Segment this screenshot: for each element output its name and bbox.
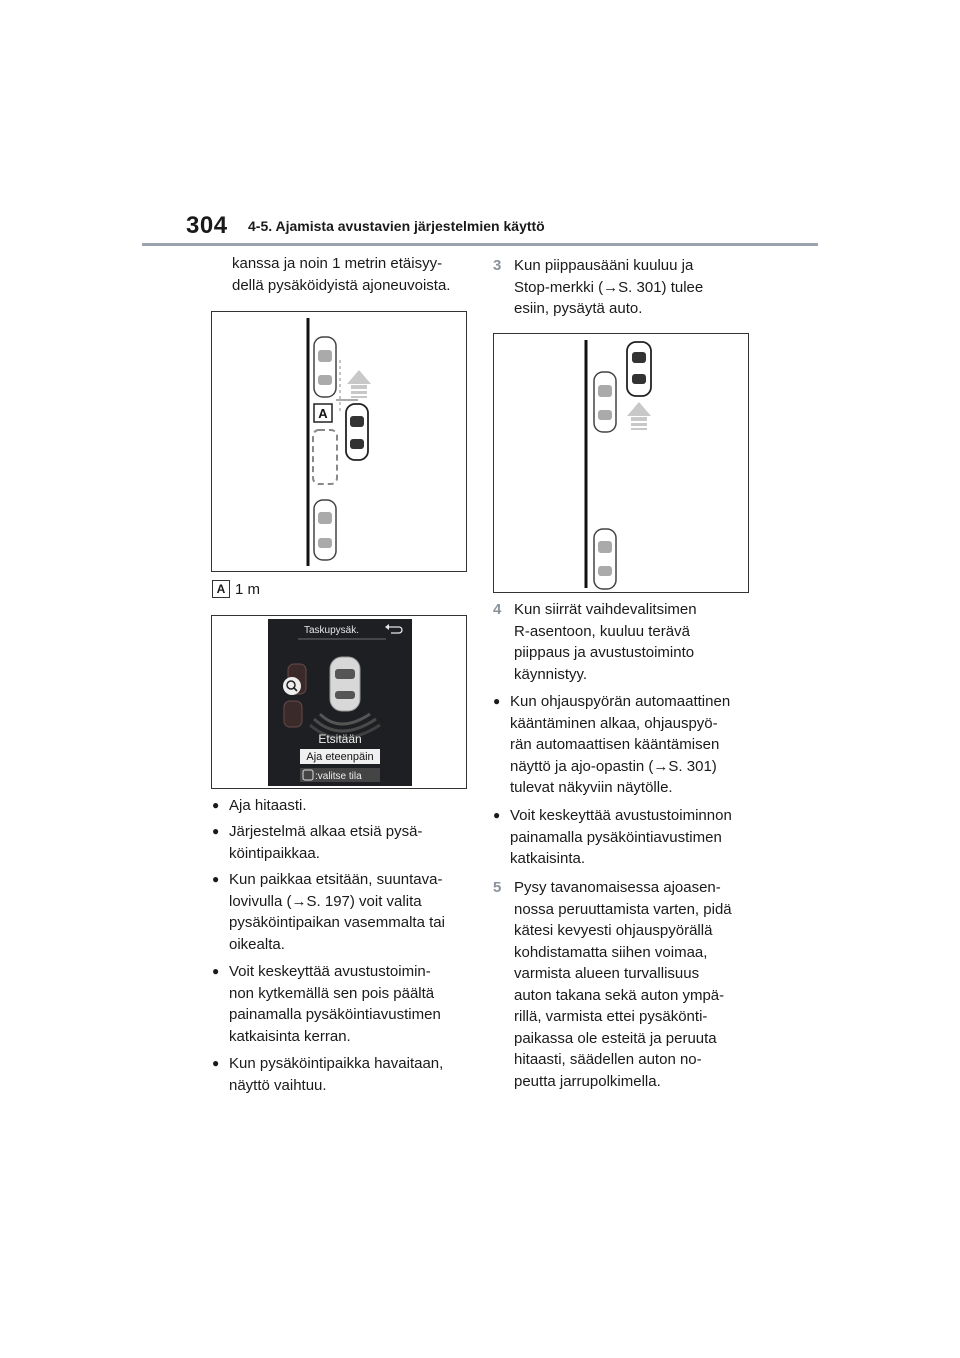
step-5 xyxy=(493,877,776,1092)
page-number: 304 xyxy=(186,212,228,239)
own-car-icon xyxy=(330,657,360,711)
legend-text: 1 m xyxy=(235,580,261,598)
parked-car-icon xyxy=(314,500,336,560)
empty-space-outline xyxy=(313,430,337,484)
search-icon xyxy=(283,677,301,695)
own-car-icon xyxy=(346,404,368,460)
forward-arrow-icon xyxy=(627,402,651,430)
legend-key: A xyxy=(212,580,230,598)
parked-car-icon xyxy=(314,337,336,397)
step-number: 4 xyxy=(493,601,502,618)
parking-diagram-stop xyxy=(493,333,749,593)
left-bullet-4: ● Voit keskeyttää avustustoimin- non kytkemällä sen pois päältä painamalla pysäköintiavustimen katkaisinta kerran. xyxy=(212,961,489,1047)
parking-diagram-search xyxy=(211,311,467,572)
figure-legend xyxy=(212,580,260,598)
forward-arrow-icon xyxy=(347,370,371,398)
parked-car-icon xyxy=(594,529,616,589)
left-bullet-5: ● Kun pysäköintipaikka havaitaan, näyttö vaihtuu. xyxy=(212,1053,489,1096)
step-text: Pysy tavanomaisessa ajoasen- nossa peruuttamista varten, pidä kätesi kevyesti ohjauspyörällä kohdistamatta siihen voimaa, varmista alueen turvallisuus auton takana sekä auton ympä- rillä, varmista ettei pysäkönti- paikassa ole esteitä ja peruuta hitaasti, säädellen auton no- peutta jarrupolkimella. xyxy=(514,879,732,1090)
parked-car-icon xyxy=(594,372,616,432)
step-number: 3 xyxy=(493,257,502,274)
step-number: 5 xyxy=(493,879,502,896)
screen-status: Etsitään xyxy=(318,732,362,746)
step-3 xyxy=(493,255,776,320)
step-text: Kun siirrät vaihdevalitsimen R-asentoon, kuuluu terävä piippaus ja avustustoiminto käynnistyy. xyxy=(514,601,697,683)
screen-instruction: Aja eteenpäin xyxy=(306,751,374,763)
step-text: Kun piippausääni kuuluu ja Stop-merkki (→S. 301) tulee esiin, pysäytä auto. xyxy=(514,257,704,317)
right-bullet-2: ● Voit keskeyttää avustustoiminnon painamalla pysäköintiavustimen katkaisinta. xyxy=(493,805,772,870)
screen-hint: :valitse tila xyxy=(315,771,362,782)
intro-text: kanssa ja noin 1 metrin etäisyy- dellä pysäköidyistä ajoneuvoista. xyxy=(232,255,451,294)
back-icon xyxy=(385,624,402,633)
header-divider xyxy=(142,243,818,246)
callout-a-label: A xyxy=(318,406,328,421)
left-bullet-1: ● Aja hitaasti. xyxy=(212,795,489,817)
section-title: 4-5. Ajamista avustavien järjestelmien käyttö xyxy=(248,218,545,234)
left-bullet-3: ● Kun paikkaa etsitään, suuntava- lovivulla (→S. 197) voit valita pysäköintipaikan vasemmalta tai oikealta. xyxy=(212,869,489,955)
own-car-icon xyxy=(627,342,651,396)
left-bullet-2: ● Järjestelmä alkaa etsiä pysä- köintipaikkaa. xyxy=(212,821,489,864)
multi-info-display xyxy=(268,619,412,786)
screen-title: Taskupysäk. xyxy=(304,625,360,636)
right-bullet-1: ● Kun ohjauspyörän automaattinen kääntäminen alkaa, ohjauspyö- rän automaattisen kääntämisen näyttö ja ajo-opastin (→S. 301) tulevat näkyviin näytölle. xyxy=(493,691,772,799)
display-screen-figure xyxy=(211,615,467,789)
step-4 xyxy=(493,599,776,685)
